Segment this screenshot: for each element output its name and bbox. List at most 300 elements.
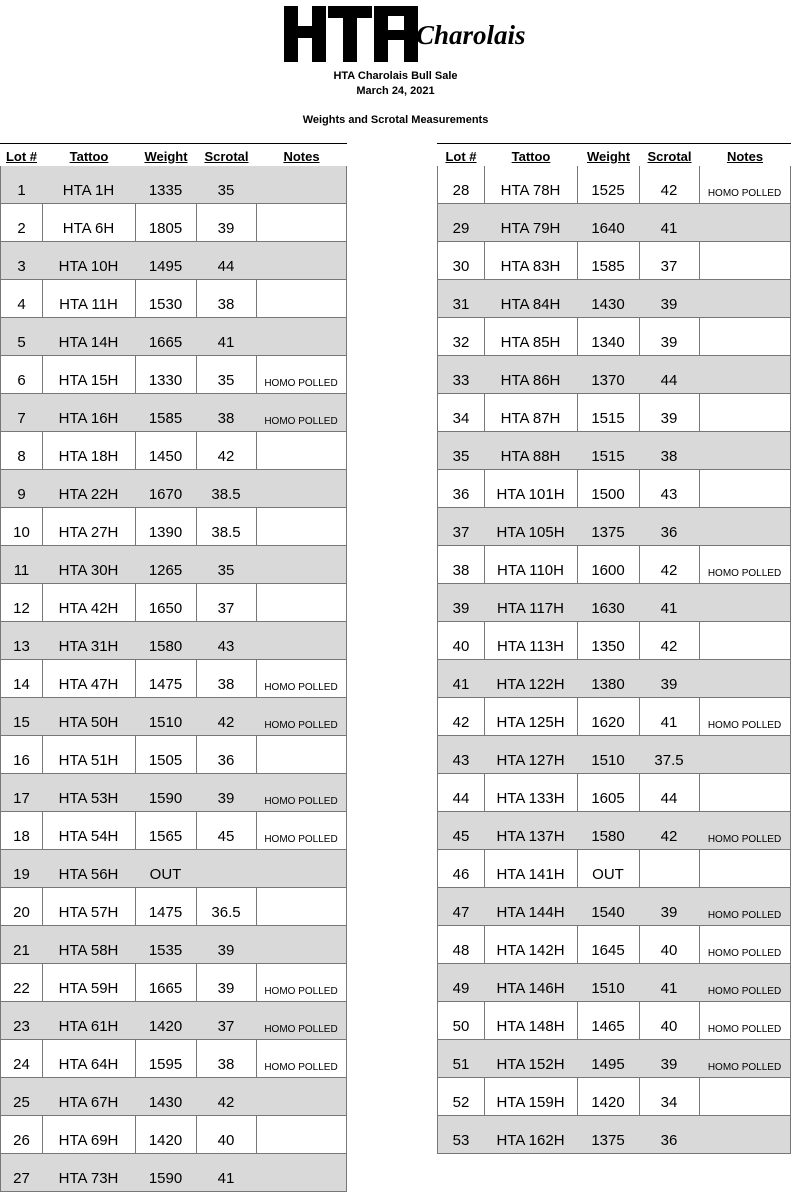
scrotal-cell: 43	[196, 622, 257, 660]
notes-cell	[256, 1116, 347, 1154]
sale-date: March 24, 2021	[356, 85, 435, 97]
tattoo-cell: HTA 144H	[484, 888, 578, 926]
weight-cell: 1585	[135, 394, 197, 432]
tattoo-cell: HTA 117H	[484, 584, 578, 622]
scrotal-cell: 42	[196, 432, 257, 470]
weight-cell: 1265	[135, 546, 197, 584]
notes-cell: HOMO POLLED	[699, 926, 791, 964]
notes-cell: HOMO POLLED	[256, 394, 347, 432]
tattoo-cell: HTA 64H	[42, 1040, 136, 1078]
notes-cell	[256, 1154, 347, 1192]
scrotal-cell	[639, 850, 700, 888]
weight-cell: 1465	[577, 1002, 640, 1040]
notes-cell: HOMO POLLED	[699, 1002, 791, 1040]
notes-cell	[256, 318, 347, 356]
weight-cell: 1340	[577, 318, 640, 356]
notes-cell: HOMO POLLED	[256, 812, 347, 850]
lot-number-cell: 14	[0, 660, 43, 698]
table-row	[0, 204, 347, 242]
weight-cell: 1450	[135, 432, 197, 470]
tattoo-cell: HTA 56H	[42, 850, 136, 888]
lot-number-cell: 35	[437, 432, 485, 470]
lot-number-cell: 5	[0, 318, 43, 356]
lot-number-cell: 13	[0, 622, 43, 660]
column-header-notes: Notes	[283, 149, 320, 164]
tattoo-cell: HTA 142H	[484, 926, 578, 964]
scrotal-cell: 38.5	[196, 508, 257, 546]
table-row	[0, 964, 347, 1002]
scrotal-cell: 42	[639, 812, 700, 850]
tattoo-cell: HTA 61H	[42, 1002, 136, 1040]
weight-cell: 1540	[577, 888, 640, 926]
lot-number-cell: 4	[0, 280, 43, 318]
table-row	[0, 622, 347, 660]
table-row	[437, 508, 791, 546]
lot-number-cell: 50	[437, 1002, 485, 1040]
notes-cell: HOMO POLLED	[699, 888, 791, 926]
lot-number-cell: 16	[0, 736, 43, 774]
tattoo-cell: HTA 57H	[42, 888, 136, 926]
notes-cell	[256, 888, 347, 926]
notes-cell	[256, 546, 347, 584]
notes-cell	[699, 508, 791, 546]
column-header-weight: Weight	[144, 149, 188, 164]
table-row	[0, 242, 347, 280]
tattoo-cell: HTA 127H	[484, 736, 578, 774]
table-row	[437, 964, 791, 1002]
scrotal-cell: 41	[639, 964, 700, 1002]
lot-number-cell: 18	[0, 812, 43, 850]
weight-cell: 1515	[577, 432, 640, 470]
weight-cell: 1420	[135, 1116, 197, 1154]
notes-cell: HOMO POLLED	[256, 660, 347, 698]
column-header-tattoo: Tattoo	[69, 149, 109, 164]
lot-number-cell: 11	[0, 546, 43, 584]
weight-cell: 1510	[135, 698, 197, 736]
lot-number-cell: 28	[437, 166, 485, 204]
tattoo-cell: HTA 15H	[42, 356, 136, 394]
lot-number-cell: 47	[437, 888, 485, 926]
column-header-notes: Notes	[726, 149, 764, 164]
weight-cell: 1375	[577, 508, 640, 546]
lot-number-cell: 23	[0, 1002, 43, 1040]
notes-cell	[256, 432, 347, 470]
tattoo-cell: HTA 101H	[484, 470, 578, 508]
scrotal-cell: 39	[196, 204, 257, 242]
table-row	[0, 850, 347, 888]
table-row	[437, 394, 791, 432]
lots-table-right	[437, 143, 791, 1154]
lot-number-cell: 49	[437, 964, 485, 1002]
table-row	[437, 356, 791, 394]
lot-number-cell: 9	[0, 470, 43, 508]
tattoo-cell: HTA 83H	[484, 242, 578, 280]
lot-number-cell: 45	[437, 812, 485, 850]
tattoo-cell: HTA 10H	[42, 242, 136, 280]
weight-cell: 1375	[577, 1116, 640, 1154]
notes-cell	[256, 584, 347, 622]
scrotal-cell: 39	[639, 1040, 700, 1078]
table-row	[0, 470, 347, 508]
lot-number-cell: 41	[437, 660, 485, 698]
tattoo-cell: HTA 110H	[484, 546, 578, 584]
weight-cell: 1510	[577, 736, 640, 774]
lot-number-cell: 53	[437, 1116, 485, 1154]
column-header-weight: Weight	[586, 149, 631, 164]
weight-cell: 1600	[577, 546, 640, 584]
table-row	[0, 736, 347, 774]
table-row	[0, 166, 347, 204]
weight-cell: 1390	[135, 508, 197, 546]
column-header-scrotal: Scrotal	[204, 149, 249, 164]
weight-cell: 1500	[577, 470, 640, 508]
scrotal-cell: 44	[639, 356, 700, 394]
notes-cell	[699, 280, 791, 318]
tattoo-cell: HTA 30H	[42, 546, 136, 584]
scrotal-cell: 36	[196, 736, 257, 774]
tattoo-cell: HTA 84H	[484, 280, 578, 318]
weight-cell: 1805	[135, 204, 197, 242]
weight-cell: 1595	[135, 1040, 197, 1078]
notes-cell: HOMO POLLED	[699, 1040, 791, 1078]
lot-number-cell: 8	[0, 432, 43, 470]
weight-cell: 1665	[135, 318, 197, 356]
table-row	[437, 660, 791, 698]
weight-cell: OUT	[577, 850, 640, 888]
column-header-lot-number: Lot #	[5, 149, 38, 164]
scrotal-cell: 36	[639, 1116, 700, 1154]
table-row	[437, 1078, 791, 1116]
notes-cell	[256, 166, 347, 204]
scrotal-cell: 35	[196, 166, 257, 204]
lot-number-cell: 32	[437, 318, 485, 356]
table-row	[437, 546, 791, 584]
scrotal-cell: 38.5	[196, 470, 257, 508]
notes-cell	[256, 508, 347, 546]
column-header-scrotal: Scrotal	[647, 149, 692, 164]
table-row	[0, 812, 347, 850]
tattoo-cell: HTA 18H	[42, 432, 136, 470]
weight-cell: 1475	[135, 660, 197, 698]
lot-number-cell: 46	[437, 850, 485, 888]
tattoo-cell: HTA 11H	[42, 280, 136, 318]
scrotal-cell: 40	[196, 1116, 257, 1154]
lot-number-cell: 7	[0, 394, 43, 432]
sale-title: HTA Charolais Bull Sale	[333, 70, 458, 82]
tattoo-cell: HTA 113H	[484, 622, 578, 660]
lots-table-left	[0, 143, 347, 1192]
tattoo-cell: HTA 6H	[42, 204, 136, 242]
scrotal-cell: 42	[196, 698, 257, 736]
table-row	[437, 736, 791, 774]
notes-cell	[699, 242, 791, 280]
tattoo-cell: HTA 53H	[42, 774, 136, 812]
tattoo-cell: HTA 86H	[484, 356, 578, 394]
notes-cell	[699, 432, 791, 470]
notes-cell	[256, 926, 347, 964]
weight-cell: 1420	[135, 1002, 197, 1040]
table-row	[437, 622, 791, 660]
tattoo-cell: HTA 137H	[484, 812, 578, 850]
notes-cell	[256, 280, 347, 318]
scrotal-cell: 37	[196, 1002, 257, 1040]
scrotal-cell: 43	[639, 470, 700, 508]
tattoo-cell: HTA 67H	[42, 1078, 136, 1116]
tattoo-cell: HTA 122H	[484, 660, 578, 698]
table-row	[0, 356, 347, 394]
table-row	[0, 774, 347, 812]
scrotal-cell: 35	[196, 356, 257, 394]
notes-cell	[256, 850, 347, 888]
notes-cell	[256, 204, 347, 242]
notes-cell: HOMO POLLED	[699, 964, 791, 1002]
table-row	[0, 394, 347, 432]
scrotal-cell: 37	[196, 584, 257, 622]
tattoo-cell: HTA 22H	[42, 470, 136, 508]
scrotal-cell: 39	[639, 280, 700, 318]
scrotal-cell: 39	[196, 774, 257, 812]
tattoo-cell: HTA 85H	[484, 318, 578, 356]
table-row	[0, 508, 347, 546]
weight-cell: 1630	[577, 584, 640, 622]
weight-cell: 1505	[135, 736, 197, 774]
table-row	[0, 698, 347, 736]
table-row	[437, 242, 791, 280]
table-row	[0, 1154, 347, 1192]
lot-number-cell: 52	[437, 1078, 485, 1116]
lot-number-cell: 30	[437, 242, 485, 280]
weight-cell: 1495	[135, 242, 197, 280]
sheet-subtitle: Weights and Scrotal Measurements	[302, 114, 489, 126]
weight-cell: 1420	[577, 1078, 640, 1116]
table-row	[437, 1040, 791, 1078]
scrotal-cell: 38	[196, 280, 257, 318]
notes-cell: HOMO POLLED	[256, 964, 347, 1002]
weight-cell: 1510	[577, 964, 640, 1002]
lot-number-cell: 6	[0, 356, 43, 394]
weight-cell: 1620	[577, 698, 640, 736]
notes-cell	[699, 204, 791, 242]
lot-number-cell: 25	[0, 1078, 43, 1116]
lot-number-cell: 21	[0, 926, 43, 964]
scrotal-cell: 42	[639, 546, 700, 584]
weight-cell: 1495	[577, 1040, 640, 1078]
scrotal-cell: 34	[639, 1078, 700, 1116]
weight-cell: 1585	[577, 242, 640, 280]
lot-number-cell: 39	[437, 584, 485, 622]
weight-cell: 1330	[135, 356, 197, 394]
table-row	[0, 1040, 347, 1078]
scrotal-cell: 41	[196, 318, 257, 356]
tattoo-cell: HTA 79H	[484, 204, 578, 242]
table-row	[0, 318, 347, 356]
scrotal-cell: 39	[639, 888, 700, 926]
table-row	[0, 432, 347, 470]
weight-cell: 1580	[135, 622, 197, 660]
scrotal-cell	[196, 850, 257, 888]
table-row	[437, 888, 791, 926]
tattoo-cell: HTA 69H	[42, 1116, 136, 1154]
scrotal-cell: 39	[639, 394, 700, 432]
notes-cell: HOMO POLLED	[699, 698, 791, 736]
scrotal-cell: 37.5	[639, 736, 700, 774]
tattoo-cell: HTA 159H	[484, 1078, 578, 1116]
weight-cell: 1515	[577, 394, 640, 432]
tattoo-cell: HTA 73H	[42, 1154, 136, 1192]
notes-cell	[256, 242, 347, 280]
notes-cell: HOMO POLLED	[256, 774, 347, 812]
scrotal-cell: 39	[196, 926, 257, 964]
weight-cell: 1670	[135, 470, 197, 508]
scrotal-cell: 36	[639, 508, 700, 546]
table-row	[0, 888, 347, 926]
notes-cell	[256, 1078, 347, 1116]
weight-cell: 1370	[577, 356, 640, 394]
notes-cell	[256, 470, 347, 508]
weight-cell: 1525	[577, 166, 640, 204]
tattoo-cell: HTA 16H	[42, 394, 136, 432]
weight-cell: 1590	[135, 774, 197, 812]
tattoo-cell: HTA 51H	[42, 736, 136, 774]
weight-cell: 1640	[577, 204, 640, 242]
lot-number-cell: 48	[437, 926, 485, 964]
weight-cell: 1605	[577, 774, 640, 812]
table-row	[0, 546, 347, 584]
tattoo-cell: HTA 105H	[484, 508, 578, 546]
tattoo-cell: HTA 152H	[484, 1040, 578, 1078]
table-row	[437, 698, 791, 736]
weight-cell: 1535	[135, 926, 197, 964]
notes-cell	[699, 318, 791, 356]
notes-cell: HOMO POLLED	[256, 698, 347, 736]
notes-cell	[699, 1078, 791, 1116]
table-header	[437, 143, 791, 166]
lot-number-cell: 34	[437, 394, 485, 432]
notes-cell	[699, 356, 791, 394]
tattoo-cell: HTA 162H	[484, 1116, 578, 1154]
lot-number-cell: 33	[437, 356, 485, 394]
table-row	[437, 280, 791, 318]
tattoo-cell: HTA 50H	[42, 698, 136, 736]
table-row	[437, 318, 791, 356]
lot-number-cell: 19	[0, 850, 43, 888]
hta-charolais-logo	[284, 4, 526, 64]
scrotal-cell: 35	[196, 546, 257, 584]
notes-cell	[699, 850, 791, 888]
lot-number-cell: 40	[437, 622, 485, 660]
weight-cell: 1380	[577, 660, 640, 698]
table-row	[437, 926, 791, 964]
notes-cell	[699, 470, 791, 508]
lot-number-cell: 42	[437, 698, 485, 736]
notes-cell	[699, 774, 791, 812]
table-row	[437, 166, 791, 204]
lot-number-cell: 2	[0, 204, 43, 242]
table-row	[437, 850, 791, 888]
table-row	[437, 1116, 791, 1154]
lot-number-cell: 1	[0, 166, 43, 204]
tattoo-cell: HTA 125H	[484, 698, 578, 736]
table-row	[437, 1002, 791, 1040]
tattoo-cell: HTA 1H	[42, 166, 136, 204]
scrotal-cell: 44	[639, 774, 700, 812]
scrotal-cell: 42	[639, 166, 700, 204]
table-row	[0, 926, 347, 964]
lot-number-cell: 37	[437, 508, 485, 546]
table-row	[437, 204, 791, 242]
table-row	[0, 280, 347, 318]
tattoo-cell: HTA 31H	[42, 622, 136, 660]
weight-cell: 1430	[135, 1078, 197, 1116]
lot-number-cell: 15	[0, 698, 43, 736]
lot-number-cell: 20	[0, 888, 43, 926]
weight-cell: 1475	[135, 888, 197, 926]
tattoo-cell: HTA 146H	[484, 964, 578, 1002]
weight-cell: 1430	[577, 280, 640, 318]
table-row	[0, 660, 347, 698]
table-row	[0, 584, 347, 622]
svg-text:Charolais: Charolais	[416, 20, 526, 50]
weight-cell: 1665	[135, 964, 197, 1002]
tattoo-cell: HTA 78H	[484, 166, 578, 204]
lot-number-cell: 3	[0, 242, 43, 280]
lot-number-cell: 43	[437, 736, 485, 774]
tattoo-cell: HTA 87H	[484, 394, 578, 432]
notes-cell: HOMO POLLED	[256, 1040, 347, 1078]
notes-cell	[699, 1116, 791, 1154]
scrotal-cell: 42	[639, 622, 700, 660]
notes-cell: HOMO POLLED	[256, 356, 347, 394]
notes-cell	[699, 622, 791, 660]
lot-number-cell: 22	[0, 964, 43, 1002]
tattoo-cell: HTA 59H	[42, 964, 136, 1002]
tattoo-cell: HTA 141H	[484, 850, 578, 888]
tattoo-cell: HTA 58H	[42, 926, 136, 964]
column-header-tattoo: Tattoo	[511, 149, 551, 164]
lot-number-cell: 26	[0, 1116, 43, 1154]
scrotal-cell: 41	[639, 584, 700, 622]
scrotal-cell: 39	[639, 660, 700, 698]
notes-cell	[699, 660, 791, 698]
lot-number-cell: 24	[0, 1040, 43, 1078]
tattoo-cell: HTA 27H	[42, 508, 136, 546]
scrotal-cell: 38	[196, 1040, 257, 1078]
lot-number-cell: 51	[437, 1040, 485, 1078]
weight-cell: 1645	[577, 926, 640, 964]
table-row	[0, 1078, 347, 1116]
notes-cell	[699, 584, 791, 622]
weight-cell: OUT	[135, 850, 197, 888]
weight-cell: 1350	[577, 622, 640, 660]
scrotal-cell: 38	[196, 660, 257, 698]
notes-cell	[256, 736, 347, 774]
weight-cell: 1650	[135, 584, 197, 622]
tattoo-cell: HTA 42H	[42, 584, 136, 622]
notes-cell: HOMO POLLED	[699, 812, 791, 850]
lot-number-cell: 29	[437, 204, 485, 242]
table-row	[437, 432, 791, 470]
lot-number-cell: 27	[0, 1154, 43, 1192]
lot-number-cell: 31	[437, 280, 485, 318]
tattoo-cell: HTA 14H	[42, 318, 136, 356]
scrotal-cell: 38	[639, 432, 700, 470]
scrotal-cell: 44	[196, 242, 257, 280]
tattoo-cell: HTA 148H	[484, 1002, 578, 1040]
tattoo-cell: HTA 88H	[484, 432, 578, 470]
scrotal-cell: 37	[639, 242, 700, 280]
tattoo-cell: HTA 47H	[42, 660, 136, 698]
lot-number-cell: 12	[0, 584, 43, 622]
